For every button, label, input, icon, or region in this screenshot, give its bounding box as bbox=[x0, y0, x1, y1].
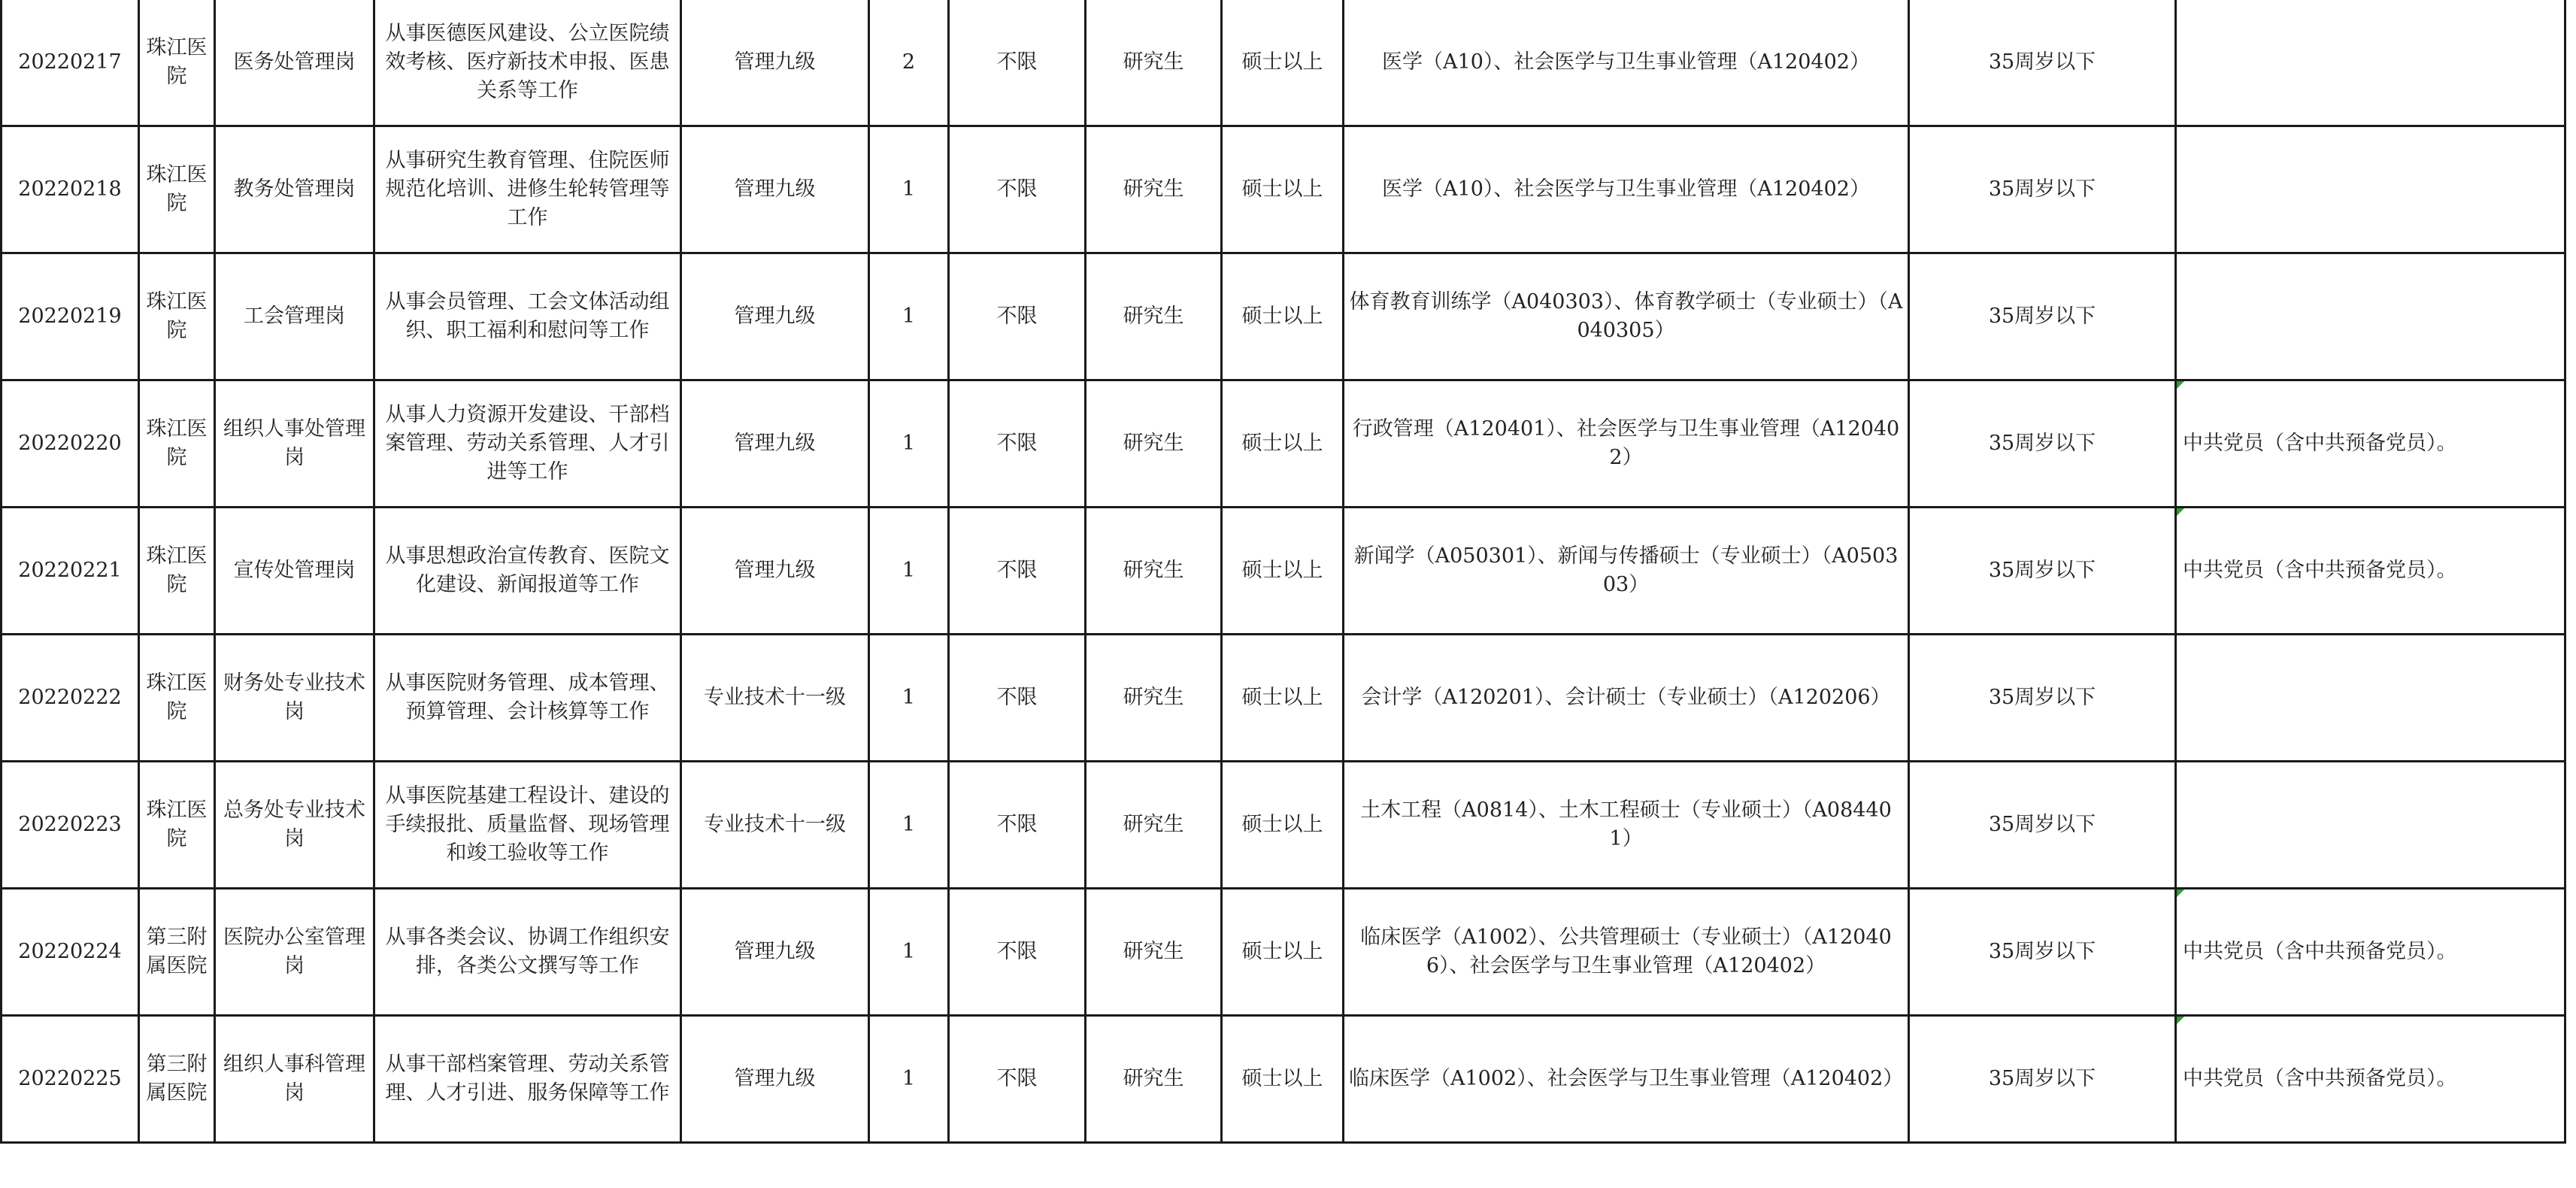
age-cell: 35周岁以下 bbox=[1909, 635, 2176, 762]
age-cell: 35周岁以下 bbox=[1909, 126, 2176, 253]
unit-cell: 珠江医院 bbox=[139, 0, 215, 126]
education-cell: 研究生 bbox=[1086, 508, 1222, 635]
age-cell: 35周岁以下 bbox=[1909, 1016, 2176, 1143]
other-requirements-cell bbox=[2176, 635, 2565, 762]
education-cell: 研究生 bbox=[1086, 635, 1222, 762]
other-requirements-cell: 中共党员（含中共预备党员）。 bbox=[2176, 508, 2565, 635]
duties-cell: 从事研究生教育管理、住院医师规范化培训、进修生轮转管理等工作 bbox=[374, 126, 681, 253]
other-requirements-cell: 中共党员（含中共预备党员）。 bbox=[2176, 1016, 2565, 1143]
age-cell: 35周岁以下 bbox=[1909, 0, 2176, 126]
unit-cell: 珠江医院 bbox=[139, 253, 215, 380]
post-level-cell: 管理九级 bbox=[681, 508, 869, 635]
degree-cell: 硕士以上 bbox=[1222, 0, 1344, 126]
age-cell: 35周岁以下 bbox=[1909, 889, 2176, 1016]
major-cell: 行政管理（A120401）、社会医学与卫生事业管理（A120402） bbox=[1344, 380, 1909, 508]
duties-cell: 从事医院基建工程设计、建设的手续报批、质量监督、现场管理和竣工验收等工作 bbox=[374, 762, 681, 889]
unit-cell: 珠江医院 bbox=[139, 508, 215, 635]
gender-cell: 不限 bbox=[949, 635, 1086, 762]
position-code-cell: 20220222 bbox=[2, 635, 139, 762]
major-cell: 医学（A10）、社会医学与卫生事业管理（A120402） bbox=[1344, 0, 1909, 126]
post-level-cell: 专业技术十一级 bbox=[681, 762, 869, 889]
headcount-cell: 2 bbox=[869, 0, 949, 126]
headcount-cell: 1 bbox=[869, 762, 949, 889]
gender-cell: 不限 bbox=[949, 762, 1086, 889]
degree-cell: 硕士以上 bbox=[1222, 635, 1344, 762]
table-row bbox=[2, 762, 2565, 889]
table-row bbox=[2, 0, 2565, 126]
duties-cell: 从事会员管理、工会文体活动组织、职工福利和慰问等工作 bbox=[374, 253, 681, 380]
post-name-cell: 组织人事处管理岗 bbox=[215, 380, 374, 508]
major-cell: 土木工程（A0814）、土木工程硕士（专业硕士）（A084401） bbox=[1344, 762, 1909, 889]
gender-cell: 不限 bbox=[949, 126, 1086, 253]
position-code-cell: 20220219 bbox=[2, 253, 139, 380]
post-level-cell: 管理九级 bbox=[681, 1016, 869, 1143]
headcount-cell: 1 bbox=[869, 508, 949, 635]
post-name-cell: 医务处管理岗 bbox=[215, 0, 374, 126]
position-code-cell: 20220224 bbox=[2, 889, 139, 1016]
post-name-cell: 总务处专业技术岗 bbox=[215, 762, 374, 889]
post-level-cell: 管理九级 bbox=[681, 253, 869, 380]
age-cell: 35周岁以下 bbox=[1909, 253, 2176, 380]
other-requirements-cell bbox=[2176, 762, 2565, 889]
other-requirements-cell: 中共党员（含中共预备党员）。 bbox=[2176, 380, 2565, 508]
age-cell: 35周岁以下 bbox=[1909, 508, 2176, 635]
position-code-cell: 20220218 bbox=[2, 126, 139, 253]
position-code-cell: 20220221 bbox=[2, 508, 139, 635]
post-level-cell: 专业技术十一级 bbox=[681, 635, 869, 762]
duties-cell: 从事各类会议、协调工作组织安排，各类公文撰写等工作 bbox=[374, 889, 681, 1016]
other-requirements-cell bbox=[2176, 0, 2565, 126]
education-cell: 研究生 bbox=[1086, 253, 1222, 380]
headcount-cell: 1 bbox=[869, 1016, 949, 1143]
unit-cell: 珠江医院 bbox=[139, 380, 215, 508]
education-cell: 研究生 bbox=[1086, 0, 1222, 126]
unit-cell: 珠江医院 bbox=[139, 635, 215, 762]
gender-cell: 不限 bbox=[949, 1016, 1086, 1143]
post-name-cell: 工会管理岗 bbox=[215, 253, 374, 380]
education-cell: 研究生 bbox=[1086, 380, 1222, 508]
major-cell: 医学（A10）、社会医学与卫生事业管理（A120402） bbox=[1344, 126, 1909, 253]
post-level-cell: 管理九级 bbox=[681, 0, 869, 126]
post-level-cell: 管理九级 bbox=[681, 889, 869, 1016]
table-row bbox=[2, 635, 2565, 762]
unit-cell: 珠江医院 bbox=[139, 126, 215, 253]
headcount-cell: 1 bbox=[869, 126, 949, 253]
gender-cell: 不限 bbox=[949, 380, 1086, 508]
degree-cell: 硕士以上 bbox=[1222, 889, 1344, 1016]
major-cell: 会计学（A120201）、会计硕士（专业硕士）（A120206） bbox=[1344, 635, 1909, 762]
education-cell: 研究生 bbox=[1086, 1016, 1222, 1143]
gender-cell: 不限 bbox=[949, 508, 1086, 635]
table-row bbox=[2, 126, 2565, 253]
unit-cell: 珠江医院 bbox=[139, 762, 215, 889]
major-cell: 临床医学（A1002）、社会医学与卫生事业管理（A120402） bbox=[1344, 1016, 1909, 1143]
other-requirements-cell bbox=[2176, 126, 2565, 253]
post-name-cell: 医院办公室管理岗 bbox=[215, 889, 374, 1016]
position-code-cell: 20220225 bbox=[2, 1016, 139, 1143]
major-cell: 新闻学（A050301）、新闻与传播硕士（专业硕士）（A050303） bbox=[1344, 508, 1909, 635]
education-cell: 研究生 bbox=[1086, 762, 1222, 889]
degree-cell: 硕士以上 bbox=[1222, 508, 1344, 635]
table-row bbox=[2, 253, 2565, 380]
headcount-cell: 1 bbox=[869, 253, 949, 380]
gender-cell: 不限 bbox=[949, 0, 1086, 126]
position-code-cell: 20220223 bbox=[2, 762, 139, 889]
degree-cell: 硕士以上 bbox=[1222, 380, 1344, 508]
age-cell: 35周岁以下 bbox=[1909, 762, 2176, 889]
table-row bbox=[2, 889, 2565, 1016]
post-level-cell: 管理九级 bbox=[681, 126, 869, 253]
duties-cell: 从事医德医风建设、公立医院绩效考核、医疗新技术申报、医患关系等工作 bbox=[374, 0, 681, 126]
headcount-cell: 1 bbox=[869, 635, 949, 762]
other-requirements-cell bbox=[2176, 253, 2565, 380]
post-name-cell: 教务处管理岗 bbox=[215, 126, 374, 253]
duties-cell: 从事干部档案管理、劳动关系管理、人才引进、服务保障等工作 bbox=[374, 1016, 681, 1143]
gender-cell: 不限 bbox=[949, 253, 1086, 380]
table-row bbox=[2, 1016, 2565, 1143]
degree-cell: 硕士以上 bbox=[1222, 253, 1344, 380]
education-cell: 研究生 bbox=[1086, 126, 1222, 253]
headcount-cell: 1 bbox=[869, 889, 949, 1016]
table-body bbox=[2, 0, 2565, 1143]
post-name-cell: 财务处专业技术岗 bbox=[215, 635, 374, 762]
unit-cell: 第三附属医院 bbox=[139, 1016, 215, 1143]
degree-cell: 硕士以上 bbox=[1222, 126, 1344, 253]
age-cell: 35周岁以下 bbox=[1909, 380, 2176, 508]
position-code-cell: 20220220 bbox=[2, 380, 139, 508]
degree-cell: 硕士以上 bbox=[1222, 762, 1344, 889]
unit-cell: 第三附属医院 bbox=[139, 889, 215, 1016]
position-code-cell: 20220217 bbox=[2, 0, 139, 126]
duties-cell: 从事人力资源开发建设、干部档案管理、劳动关系管理、人才引进等工作 bbox=[374, 380, 681, 508]
education-cell: 研究生 bbox=[1086, 889, 1222, 1016]
other-requirements-cell: 中共党员（含中共预备党员）。 bbox=[2176, 889, 2565, 1016]
degree-cell: 硕士以上 bbox=[1222, 1016, 1344, 1143]
headcount-cell: 1 bbox=[869, 380, 949, 508]
major-cell: 体育教育训练学（A040303）、体育教学硕士（专业硕士）（A040305） bbox=[1344, 253, 1909, 380]
post-level-cell: 管理九级 bbox=[681, 380, 869, 508]
major-cell: 临床医学（A1002）、公共管理硕士（专业硕士）（A120406）、社会医学与卫生事业管理（A120402） bbox=[1344, 889, 1909, 1016]
table-row bbox=[2, 380, 2565, 508]
table-row bbox=[2, 508, 2565, 635]
duties-cell: 从事医院财务管理、成本管理、预算管理、会计核算等工作 bbox=[374, 635, 681, 762]
post-name-cell: 组织人事科管理岗 bbox=[215, 1016, 374, 1143]
duties-cell: 从事思想政治宣传教育、医院文化建设、新闻报道等工作 bbox=[374, 508, 681, 635]
post-name-cell: 宣传处管理岗 bbox=[215, 508, 374, 635]
gender-cell: 不限 bbox=[949, 889, 1086, 1016]
